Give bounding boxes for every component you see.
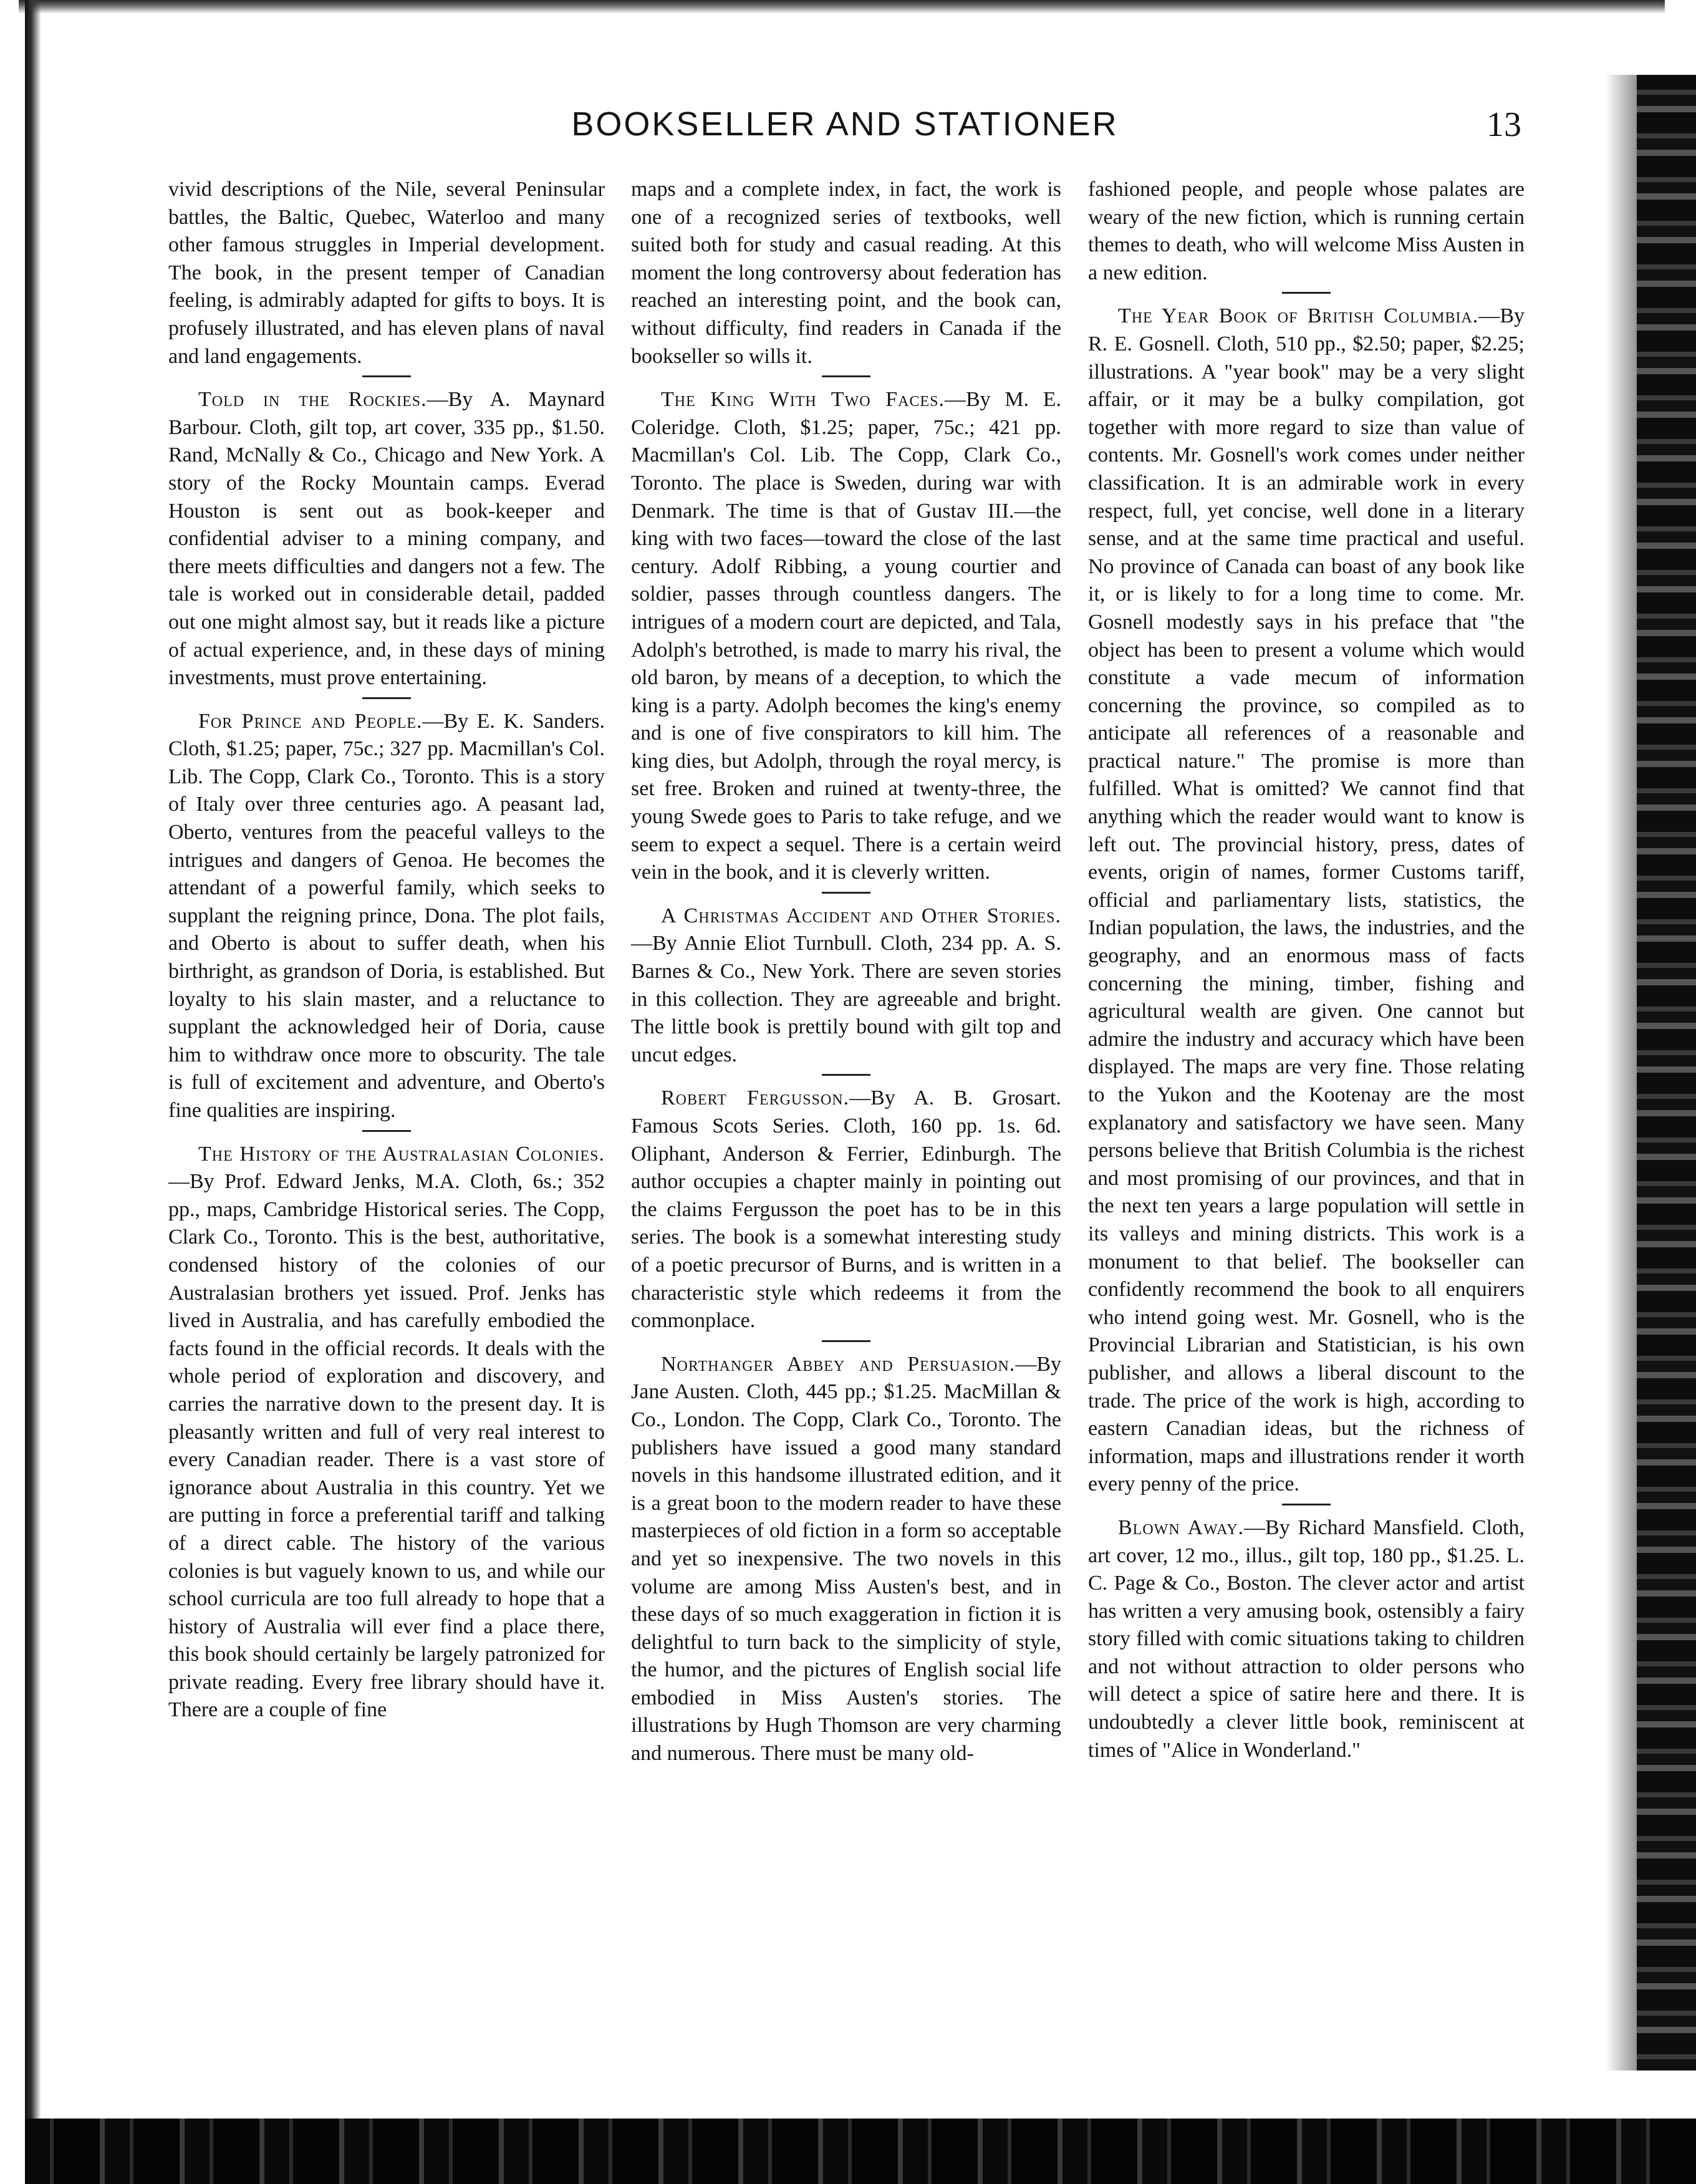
scan-edge-left xyxy=(25,0,41,2184)
separator-rule xyxy=(822,1340,870,1342)
review-text: —By M. E. Coleridge. Cloth, $1.25; paper, 75c.; 421 pp. Macmillan's Col. Lib. The Copp, Clark Co., Toronto. The place is Sweden, during war with Denmark. The time is that of Gustav III.—the king with two faces—toward the close of the last century. Adolf Ribbing, a young courtier and soldier, passes through countless dangers. The intrigues of a modern court are depicted, and Tala, Adolph's betrothed, is made to marry his rival, the old baron, by means of a deception, to which the king is a party. Adolph becomes the king's enemy and is one of five conspirators to kill him. The king dies, but Adolph, through the royal mercy, is set free. Broken and ruined at twenty-three, the young Swede goes to Paris to take refuge, and we seem to expect a sequel. There is a certain weird vein in the book, and it is cleverly written. xyxy=(631,388,1061,884)
review-text: —By R. E. Gosnell. Cloth, 510 pp., $2.50; paper, $2.25; illustrations. A "year book" may be a very slight affair, or it may be a bulky compilation, got together with more regard to size than value of contents. Mr. Gosnell's work comes under neither classification. It is an admirable work in every respect, full, yet concise, well done in a literary sense, and at the same time practical and useful. No province of Canada can boast of any book like it, or is likely to for a long time to come. Mr. Gosnell modestly says in his preface that "the object has been to present a volume which would constitute a vade mecum of information concerning the province, so compiled as to anticipate all references of a reasonable and practical nature." The promise is more than fulfilled. What is omitted? We cannot find that anything which the reader would want to know is left out. The provincial history, press, dates of events, origin of names, former Customs tariff, official and parliamentary lists, statistics, the Indian population, the laws, the industries, and the geography, and an enormous mass of facts concerning the mining, timber, fishing and agricultural wealth are given. One cannot but admire the industry and accuracy which have been displayed. The maps are very fine. Those relating to the Yukon and the Kootenay are the most explanatory and satisfactory we have seen. Many persons believe that British Columbia is the richest and most promising of our provinces, and that in the next ten years a large population will settle in its valleys and mining districts. This work is a monument to that belief. The bookseller can confidently recommend the book to all enquirers who intend going west. Mr. Gosnell, who is the Provincial Librarian and Statistician, is his own publisher, and allows a liberal discount to the trade. The price of the work is high, according to eastern Canadian ideas, but the richness of information, maps and illustrations render it worth every penny of the price. xyxy=(1088,304,1525,1496)
separator-rule xyxy=(822,375,870,377)
paragraph-text: maps and a complete index, in fact, the work is one of a recognized series of textbooks, well suited both for study and casual reading. At this moment the long controversy about federation has reached an interesting point, and the book can, without difficulty, find readers in Canada if the bookseller so wills it. xyxy=(631,178,1061,368)
scan-edge-right-shadow xyxy=(1606,75,1637,2070)
book-title: For Prince and People. xyxy=(198,709,423,733)
column-1 xyxy=(168,176,605,1724)
column-3 xyxy=(1088,176,1525,1764)
review-text: —By Jane Austen. Cloth, 445 pp.; $1.25. MacMillan & Co., London. The Copp, Clark Co., Toronto. The publishers have issued a good many standard novels in this handsome illustrated edition, and it is a great boon to the modern reader to have these masterpieces of old fiction in a form so acceptable and yet so inexpensive. The two novels in this volume are among Miss Austen's best, and in these days of so much exaggeration in fiction it is delightful to turn back to the simplicity of style, the humor, and the pictures of English social life embodied in Miss Austen's stories. The illustrations by Hugh Thomson are very charming and numerous. There must be many old- xyxy=(631,1352,1061,1766)
review-entry xyxy=(168,1141,605,1724)
separator-rule xyxy=(362,1130,411,1132)
review-entry xyxy=(631,386,1061,887)
book-title: Robert Fergusson. xyxy=(661,1086,850,1110)
book-title: Blown Away. xyxy=(1118,1515,1245,1539)
review-text: —By Prof. Edward Jenks, M.A. Cloth, 6s.; 352 pp., maps, Cambridge Historical series. The Copp, Clark Co., Toronto. This is the best, authoritative, condensed history of the colonies of our Australasian brothers yet issued. Prof. Jenks has lived in Australia, and has carefully embodied the facts found in the official records. It deals with the whole period of exploration and discovery, and carries the narrative down to the present day. It is pleasantly written and full of very real interest to every Canadian reader. There is a vast store of ignorance about Australia in this country. Yet we are putting in force a preferential tariff and talking of a direct cable. The history of the various colonies is but vaguely known to us, and while our school curricula are too full already to hope that a history of Australia will ever find a place there, this book should certainly be largely patronized for private reading. Every free library should have it. There are a couple of fine xyxy=(168,1170,605,1722)
separator-rule xyxy=(1282,292,1331,294)
review-text: —By Richard Mansfield. Cloth, art cover, 12 mo., illus., gilt top, 180 pp., $1.25. L. C. Page & Co., Boston. The clever actor and artist has written a very amusing book, ostensibly a fairy story filled with comic situations taking to children and not without attraction to older persons who will detect a spice of satire here and there. It is undoubtedly a clever little book, reminiscent at times of "Alice in Wonderland." xyxy=(1088,1515,1525,1762)
paragraph-text: vivid descriptions of the Nile, several Peninsular battles, the Baltic, Quebec, Waterloo and many other famous struggles in Imperial development. The book, in the present temper of Canadian feeling, is admirably adapted for gifts to boys. It is profusely illustrated, and has eleven plans of naval and land engagements. xyxy=(168,178,605,368)
review-entry xyxy=(1088,1514,1525,1764)
paragraph xyxy=(631,176,1061,370)
page-number: 13 xyxy=(1486,105,1521,144)
column-2 xyxy=(631,176,1061,1768)
scan-edge-bottom xyxy=(25,2119,1696,2184)
review-text: —By A. Maynard Barbour. Cloth, gilt top, art cover, 335 pp., $1.50. Rand, McNally & Co., Chicago and New York. A story of the Rocky Mountain camps. Everad Houston is sent out as book-keeper and confidential adviser to a mining company, and there meets difficulties and dangers not a few. The tale is worked out in considerable detail, padded out one might almost say, but it reads like a picture of actual experience, and, in these days of mining investments, must prove entertaining. xyxy=(168,388,605,690)
separator-rule xyxy=(362,697,411,699)
review-entry xyxy=(168,386,605,692)
review-text: —By E. K. Sanders. Cloth, $1.25; paper, 75c.; 327 pp. Macmillan's Col. Lib. The Copp, Clark Co., Toronto. This is a story of Italy over three centuries ago. A peasant lad, Oberto, ventures from the peaceful valleys to the intrigues and dangers of Genoa. He becomes the attendant of a powerful family, which seeks to supplant the reigning prince, Dona. The plot fails, and Oberto is about to suffer death, when his birthright, as grandson of Doria, is established. But loyalty to his slain master, and a reluctance to supplant the acknowledged heir of Doria, cause him to withdraw once more to obscurity. The tale is full of excitement and adventure, and Oberto's fine qualities are inspiring. xyxy=(168,709,605,1122)
separator-rule xyxy=(822,1074,870,1076)
separator-rule xyxy=(822,892,870,894)
review-entry xyxy=(631,1085,1061,1335)
review-entry xyxy=(1088,302,1525,1499)
book-title: The Year Book of British Columbia. xyxy=(1118,304,1479,328)
paragraph-text: fashioned people, and people whose palates are weary of the new fiction, which is running certain themes to death, who will welcome Miss Austen in a new edition. xyxy=(1088,178,1525,284)
book-title: A Christmas Accident and Other Stories. xyxy=(661,904,1061,927)
review-text: —By Annie Eliot Turnbull. Cloth, 234 pp. A. S. Barnes & Co., New York. There are seven stories in this collection. They are agreeable and bright. The little book is prettily bound with gilt top and uncut edges. xyxy=(631,932,1061,1066)
book-title: The King With Two Faces. xyxy=(661,388,945,412)
book-title: The History of the Australasian Colonies. xyxy=(198,1142,605,1166)
review-entry xyxy=(168,708,605,1125)
book-title: Told in the Rockies. xyxy=(198,388,427,412)
paragraph xyxy=(168,176,605,370)
scan-edge-right xyxy=(1637,75,1696,2070)
review-entry xyxy=(631,1351,1061,1768)
running-header xyxy=(168,105,1521,155)
review-text: —By A. B. Grosart. Famous Scots Series. Cloth, 160 pp. 1s. 6d. Oliphant, Anderson & Ferrier, Edinburgh. The author occupies a chapter mainly in pointing out the claims Fergusson the poet has to be in this series. The book is a somewhat interesting study of a poetic precursor of Burns, and is written in a characteristic style which redeems it from the commonplace. xyxy=(631,1086,1062,1333)
publication-title: BOOKSELLER AND STATIONER xyxy=(571,105,1119,143)
separator-rule xyxy=(362,375,411,377)
scan-edge-top xyxy=(19,0,1665,14)
separator-rule xyxy=(1282,1504,1331,1505)
review-entry xyxy=(631,902,1061,1070)
book-title: Northanger Abbey and Persuasion. xyxy=(661,1352,1016,1376)
paragraph xyxy=(1088,176,1525,287)
